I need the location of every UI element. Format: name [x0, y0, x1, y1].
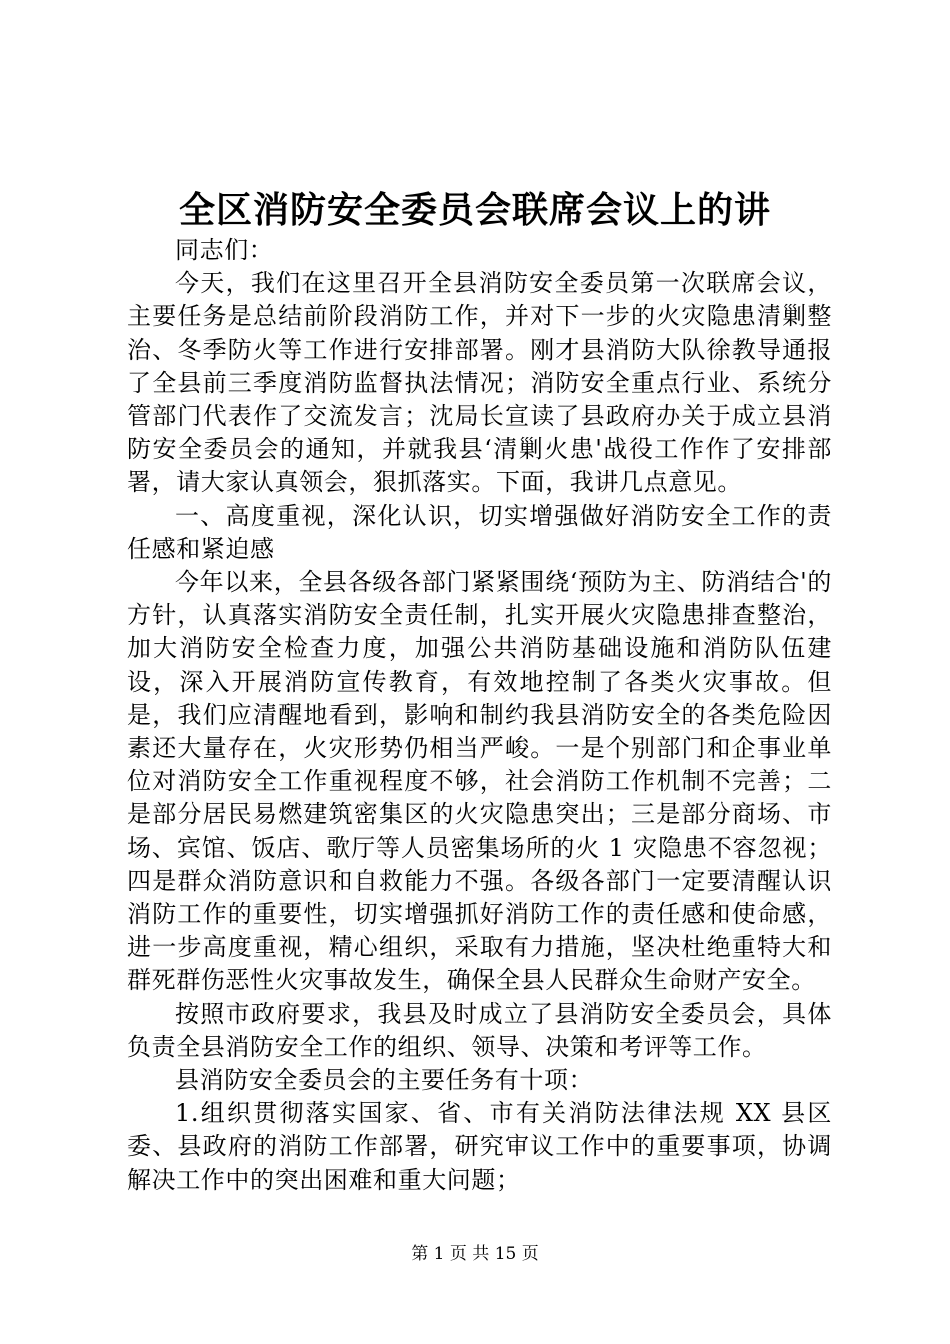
page-footer: 第 1 页 共 15 页	[411, 1244, 539, 1264]
paragraph-task-1: 1.组织贯彻落实国家、省、市有关消防法律法规 XX 县区委、县政府的消防工作部署，研究审议工作中的重要事项，协调解决工作中的突出困难和重大问题；	[127, 1099, 832, 1194]
paragraph-tasks-intro: 县消防安全委员会的主要任务有十项：	[175, 1066, 594, 1095]
document-title: 全区消防安全委员会联席会议上的讲	[178, 189, 771, 231]
paragraph-situation: 今年以来，全县各级各部门紧紧围绕‘预防为主、防消结合'的方针，认真落实消防安全责任制，扎实开展火灾隐患排查整治，加大消防安全检查力度，加强公共消防基础设施和消防队伍建设，深入开展消防宣传教育，有效地控制了各类火灾事故。但是，我们应清醒地看到，影响和制约我县消防安全的各类危险因素还大量存在，火灾形势仍相当严峻。一是个别部门和企事业单位对消防安全工作重视程度不够，社会消防工作机制不完善；二是部分居民易燃建筑密集区的火灾隐患突出；三是部分商场、市场、宾馆、饭店、歌厅等人员密集场所的火 1 灾隐患不容忽视；四是群众消防意识和自救能力不强。各级各部门一定要清醒认识消防工作的重要性，切实增强抓好消防工作的责任感和使命感，进一步高度重视，精心组织，采取有力措施，坚决杜绝重特大和群死群伤恶性火灾事故发生，确保全县人民群众生命财产安全。	[127, 568, 832, 995]
paragraph-committee: 按照市政府要求，我县及时成立了县消防安全委员会，具体负责全县消防安全工作的组织、领导、决策和考评等工作。	[127, 999, 832, 1061]
document-body	[127, 234, 832, 1197]
section-heading-1: 一、高度重视，深化认识，切实增强做好消防安全工作的责任感和紧迫感	[127, 501, 832, 563]
paragraph-salutation: 同志们：	[175, 236, 274, 264]
paragraph-intro: 今天，我们在这里召开全县消防安全委员第一次联席会议，主要任务是总结前阶段消防工作，并对下一步的火灾隐患清剿整治、冬季防火等工作进行安排部署。刚才县消防大队徐教导通报了全县前三季度消防监督执法情况；消防安全重点行业、系统分管部门代表作了交流发言；沈局长宣读了县政府办关于成立县消防安全委员会的通知，并就我县‘清剿火患'战役工作作了安排部署，请大家认真领会，狠抓落实。下面，我讲几点意见。	[127, 269, 832, 497]
